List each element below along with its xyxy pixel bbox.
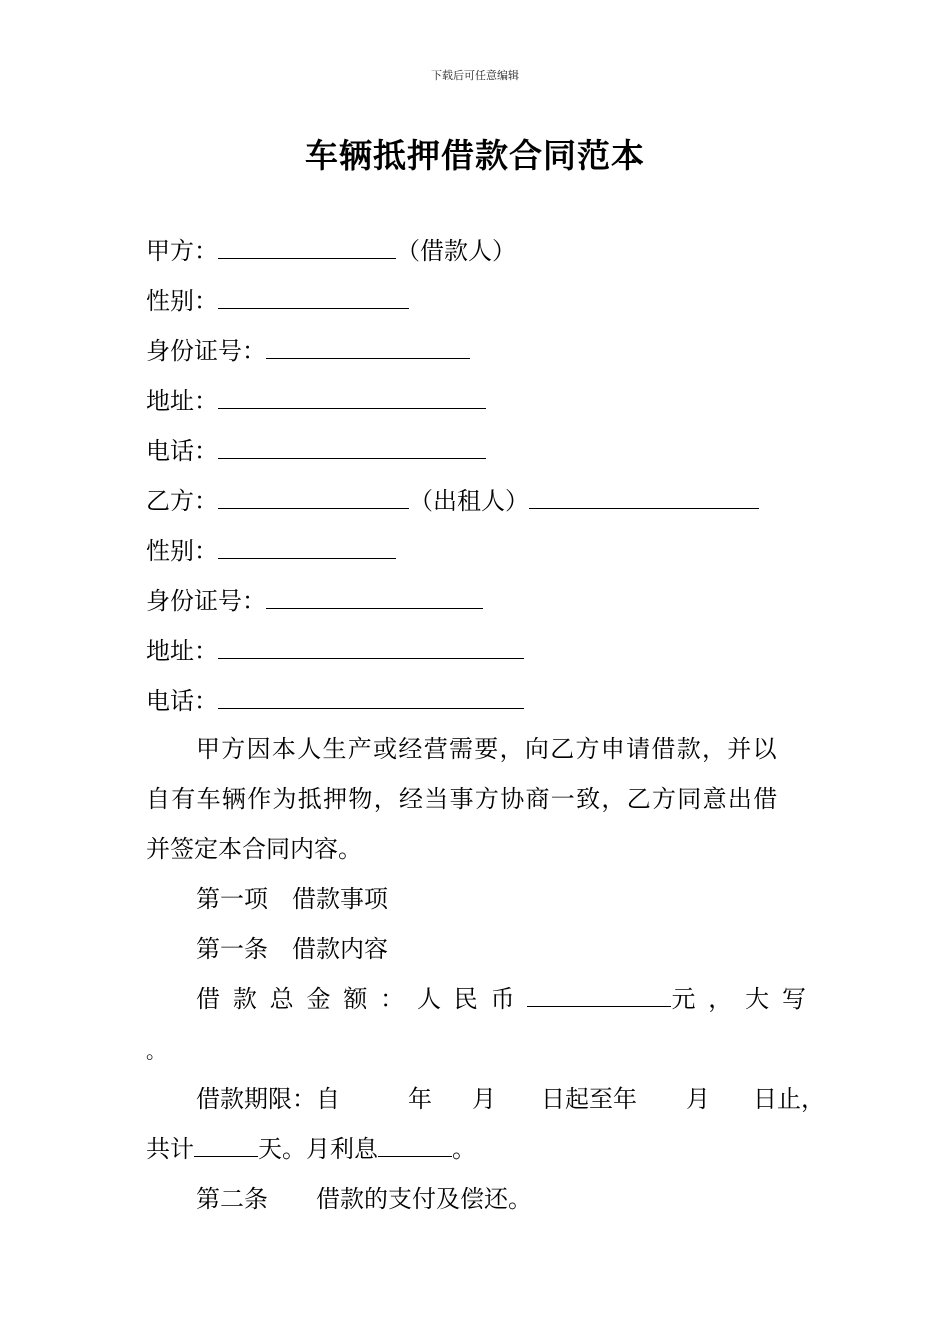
amount-char: 款 bbox=[232, 985, 257, 1013]
amount-rmb-blank[interactable] bbox=[527, 984, 671, 1007]
amount-char: 额 bbox=[343, 985, 368, 1013]
party-a-address-label: 地址： bbox=[146, 387, 218, 415]
amount-char: 币 bbox=[490, 985, 515, 1013]
intro-line-3: 并签定本合同内容。 bbox=[146, 835, 362, 863]
term-line-2 bbox=[146, 1134, 476, 1164]
amount-char: 民 bbox=[453, 985, 478, 1013]
party-a-id-blank[interactable] bbox=[266, 336, 470, 359]
party-b-address-label: 地址： bbox=[146, 637, 218, 665]
document-title: 车辆抵押借款合同范本 bbox=[305, 136, 645, 175]
term-total-label: 共计 bbox=[146, 1135, 194, 1163]
amount-char: 金 bbox=[306, 985, 331, 1013]
party-b-address-blank[interactable] bbox=[218, 636, 524, 659]
amount-char: 写 bbox=[781, 985, 806, 1013]
party-a-id-label: 身份证号： bbox=[146, 337, 266, 365]
party-b-phone-label: 电话： bbox=[146, 687, 218, 715]
party-b-id-blank[interactable] bbox=[266, 586, 483, 609]
amount-line bbox=[196, 984, 806, 1014]
intro-line-1: 甲方因本人生产或经营需要，向乙方申请借款，并以 bbox=[196, 735, 778, 763]
party-a-phone-blank[interactable] bbox=[218, 436, 486, 459]
party-a-line bbox=[146, 236, 516, 266]
header-note: 下载后可任意编辑 bbox=[431, 69, 519, 82]
party-b-gender-line bbox=[146, 536, 396, 566]
term-day-1: 日起至年 bbox=[541, 1085, 637, 1113]
party-b-phone-line bbox=[146, 686, 524, 716]
term-interest-label: 天。月利息 bbox=[258, 1135, 378, 1163]
party-b-role: （出租人） bbox=[409, 487, 529, 515]
amount-char: 元 bbox=[671, 985, 696, 1013]
term-days-blank[interactable] bbox=[194, 1134, 258, 1157]
party-b-address-line bbox=[146, 636, 524, 666]
section-1-heading: 第一项 借款事项 bbox=[196, 885, 388, 913]
term-interest-blank[interactable] bbox=[378, 1134, 452, 1157]
party-b-label: 乙方： bbox=[146, 487, 218, 515]
article-1-heading: 第一条 借款内容 bbox=[196, 935, 388, 963]
party-a-phone-line bbox=[146, 436, 486, 466]
amount-blank-group bbox=[527, 984, 695, 1014]
party-a-name-blank[interactable] bbox=[218, 236, 396, 259]
term-start: 借款期限：自 bbox=[196, 1085, 340, 1113]
party-b-phone-blank[interactable] bbox=[218, 686, 524, 709]
amount-char: 总 bbox=[269, 985, 294, 1013]
amount-char: 人 bbox=[416, 985, 441, 1013]
party-a-role: （借款人） bbox=[396, 237, 516, 265]
party-a-address-line bbox=[146, 386, 486, 416]
amount-char: ， bbox=[708, 985, 733, 1013]
amount-char: 大 bbox=[745, 985, 770, 1013]
article-2-heading: 第二条 借款的支付及偿还。 bbox=[196, 1185, 532, 1213]
party-b-line bbox=[146, 486, 759, 516]
term-month-1: 月 bbox=[472, 1085, 496, 1113]
party-a-address-blank[interactable] bbox=[218, 386, 486, 409]
party-a-phone-label: 电话： bbox=[146, 437, 218, 465]
amount-char: 借 bbox=[196, 985, 220, 1013]
party-a-id-line bbox=[146, 336, 470, 366]
party-b-extra-blank[interactable] bbox=[529, 486, 759, 509]
party-b-gender-blank[interactable] bbox=[218, 536, 396, 559]
party-a-gender-blank[interactable] bbox=[218, 286, 409, 309]
party-a-label: 甲方： bbox=[146, 237, 218, 265]
party-a-gender-label: 性别： bbox=[146, 287, 218, 315]
intro-line-2: 自有车辆作为抵押物，经当事方协商一致，乙方同意出借 bbox=[146, 785, 779, 813]
party-b-id-label: 身份证号： bbox=[146, 587, 266, 615]
party-b-id-line bbox=[146, 586, 483, 616]
term-month-2: 月 bbox=[686, 1085, 710, 1113]
amount-char: ： bbox=[380, 985, 405, 1013]
term-day-2: 日止， bbox=[753, 1085, 825, 1113]
term-end: 。 bbox=[452, 1135, 476, 1163]
party-b-name-blank[interactable] bbox=[218, 486, 409, 509]
party-a-gender-line bbox=[146, 286, 409, 316]
term-year-1: 年 bbox=[408, 1085, 432, 1113]
amount-end: 。 bbox=[146, 1039, 166, 1063]
party-b-gender-label: 性别： bbox=[146, 537, 218, 565]
